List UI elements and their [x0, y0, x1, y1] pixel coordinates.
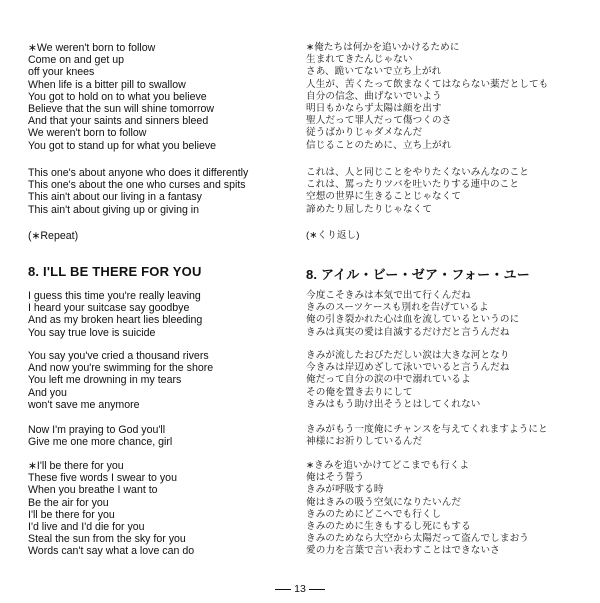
lyric-line: きみは真実の愛は自滅するだけだと言うんだね	[306, 326, 510, 338]
lyric-line: きみはもう助け出そうとはしてくれない	[306, 398, 481, 410]
lyric-line: 愛の力を言葉で言い表わすことはできないさ	[306, 545, 500, 557]
lyric-line: I heard your suitcase say goodbye	[28, 302, 190, 315]
jp-verse-3	[306, 290, 519, 339]
lyric-line: きみが呼吸する時	[306, 484, 384, 496]
en-verse-3	[28, 290, 202, 339]
lyric-line: ∗俺たちは何かを追いかけるために	[306, 42, 460, 53]
lyric-line: You say true love is suicide	[28, 326, 156, 339]
lyric-line: Steal the sun from the sky for you	[28, 533, 186, 546]
lyric-line: off your knees	[28, 66, 95, 79]
lyric-line: Come on and get up	[28, 54, 125, 67]
lyric-line: These five words I swear to you	[28, 472, 177, 485]
lyric-line: きみのために生きもするし死にもする	[306, 520, 471, 532]
lyric-line: 従うばかりじゃダメなんだ	[306, 127, 423, 139]
footer-rule-left	[275, 589, 291, 590]
lyric-line: 俺の引き裂かれた心は血を流しているというのに	[306, 314, 520, 326]
lyric-line: You got to stand up for what you believe	[28, 139, 217, 152]
jp-song-title: 8. アイル・ビー・ゼア・フォー・ユー	[306, 267, 530, 282]
lyric-line: You left me drowning in my tears	[28, 374, 182, 387]
lyric-line: I'd live and I'd die for you	[28, 520, 145, 533]
lyric-line: これは、人と同じことをやりたくないみんなのこと	[306, 167, 529, 178]
lyric-line: Give me one more chance, girl	[28, 436, 173, 449]
lyric-line: 自分の信念、曲げないでいよう	[306, 90, 442, 102]
lyric-line: きみのためなら大空から太陽だって盗んでしまおう	[306, 533, 529, 545]
lyric-line: This ain't about our living in a fantasy	[28, 191, 202, 204]
lyric-line: ∗I'll be there for you	[28, 460, 124, 472]
lyric-line: I guess this time you're really leaving	[28, 290, 201, 302]
lyric-line: きみのためにどこへでも行くし	[306, 508, 442, 520]
lyric-line: きみが流したおびただしい涙は大きな河となり	[306, 350, 510, 361]
lyric-line: Words can't say what a love can do	[28, 545, 195, 558]
lyric-line: 聖人だって罪人だって傷つくのさ	[306, 115, 452, 127]
en-song-title: 8. I'LL BE THERE FOR YOU	[28, 264, 202, 279]
lyric-line: 今度こそきみは本気で出て行くんだね	[306, 290, 471, 301]
en-chorus	[28, 460, 194, 558]
lyric-line: Be the air for you	[28, 496, 109, 509]
lyric-line: 生まれてきたんじゃない	[306, 54, 413, 66]
en-verse-5	[28, 424, 172, 448]
lyric-line: きみがもう一度俺にチャンスを与えてくれますようにと	[306, 424, 548, 435]
en-verse-4	[28, 350, 213, 411]
jp-verse-4	[306, 350, 510, 411]
lyric-line: 人生が、苦くたって飲まなくてはならない薬だとしても	[306, 78, 549, 90]
lyric-line: 信じることのために、立ち上がれ	[306, 139, 452, 151]
lyric-line: I'll be there for you	[28, 508, 115, 521]
lyric-line: This ain't about giving up or giving in	[28, 203, 200, 216]
en-verse-1	[28, 42, 216, 152]
jp-chorus	[306, 460, 529, 558]
lyric-line: This one's about anyone who does it differently	[28, 167, 249, 179]
lyric-line: きみのスーツケースも別れを告げているよ	[306, 302, 489, 314]
en-verse-2	[28, 167, 248, 216]
jp-verse-5	[306, 424, 548, 448]
lyric-line: Believe that the sun will shine tomorrow	[28, 102, 215, 115]
page-number: 13	[294, 583, 306, 595]
lyric-line: さあ、跪いてないで立ち上がれ	[306, 66, 442, 78]
lyric-line: ∗きみを追いかけてどこまでも行くよ	[306, 460, 470, 471]
jp-verse-1	[306, 42, 548, 152]
lyric-line: ∗We weren't born to follow	[28, 42, 156, 54]
lyric-line: When you breathe I want to	[28, 484, 158, 497]
jp-verse-2	[306, 167, 529, 216]
lyric-line: We weren't born to follow	[28, 127, 147, 140]
lyric-line: And you	[28, 386, 67, 399]
jp-repeat-note: (∗くり返し)	[306, 230, 360, 241]
lyric-line: 俺はそう誓う	[306, 472, 365, 484]
page-footer	[0, 583, 600, 595]
lyric-line: その俺を置き去りにして	[306, 386, 413, 398]
lyric-line: When life is a bitter pill to swallow	[28, 78, 186, 91]
lyric-line: 今きみは岸辺めざして泳いでいると言うんだね	[306, 362, 510, 374]
lyric-line: This one's about the one who curses and spits	[28, 179, 246, 192]
lyric-line: You got to hold on to what you believe	[28, 90, 207, 103]
lyric-line: これは、罵ったりツバを吐いたりする連中のこと	[306, 179, 520, 191]
lyric-line: 明日もかならず太陽は顔を出す	[306, 102, 442, 114]
lyric-line: won't save me anymore	[28, 398, 140, 411]
lyric-line: You say you've cried a thousand rivers	[28, 350, 209, 362]
lyric-line: And that your saints and sinners bleed	[28, 115, 209, 128]
lyric-line: Now I'm praying to God you'll	[28, 424, 166, 436]
lyric-line: 神様にお祈りしているんだ	[306, 436, 423, 448]
lyric-line: 空想の世界に生きることじゃなくて	[306, 191, 462, 203]
footer-rule-right	[309, 589, 325, 590]
lyric-line: And now you're swimming for the shore	[28, 362, 214, 375]
en-repeat-note: (∗Repeat)	[28, 230, 79, 242]
lyric-line: And as my broken heart lies bleeding	[28, 314, 203, 327]
lyric-line: 諦めたり屈したりじゃなくて	[306, 203, 433, 215]
lyric-line: 俺はきみの吸う空気になりたいんだ	[306, 496, 462, 508]
lyric-line: 俺だって自分の涙の中で溺れているよ	[306, 374, 471, 386]
